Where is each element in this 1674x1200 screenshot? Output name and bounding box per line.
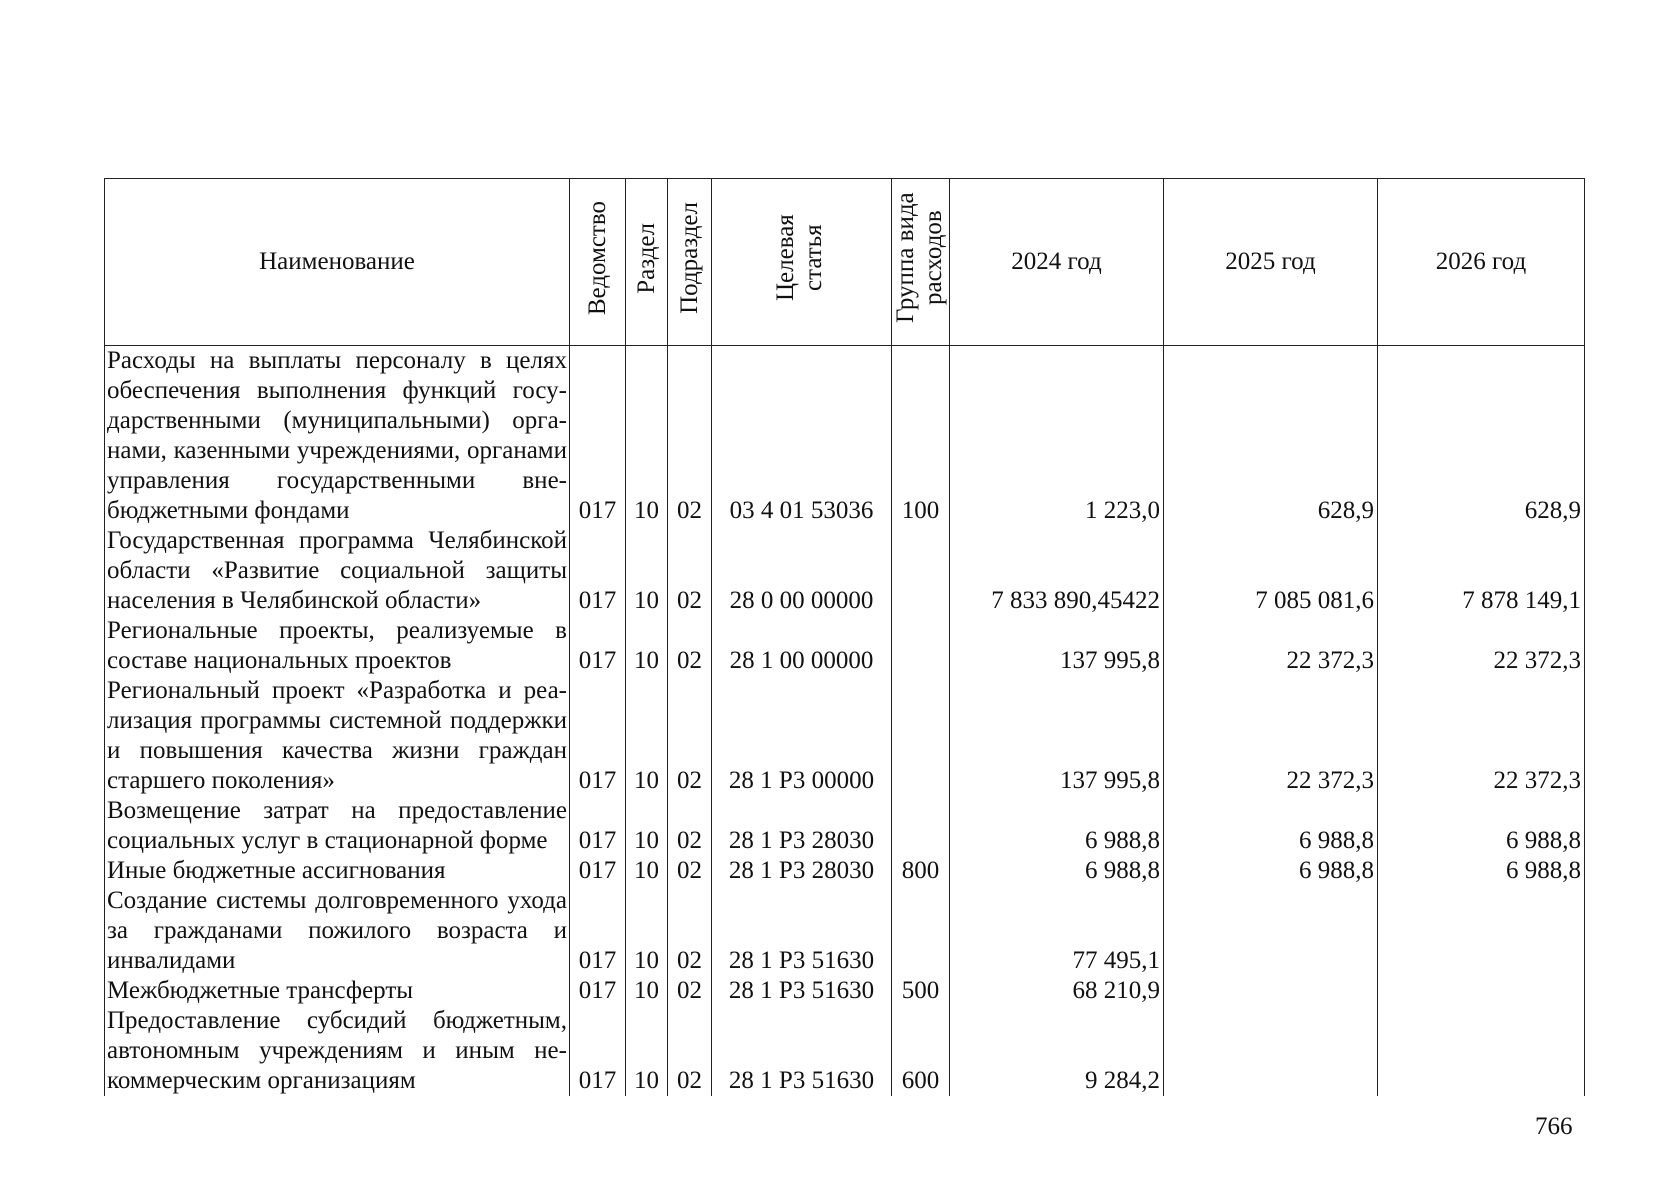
- cell-year-2024: 77 495,1: [950, 886, 1164, 976]
- cell-year-2024: 6 988,8: [950, 856, 1164, 886]
- cell-expense-group: [892, 886, 950, 976]
- table-row: [105, 856, 1585, 886]
- cell-year-2026: [1378, 1006, 1585, 1096]
- cell-ministry: 017: [570, 886, 626, 976]
- cell-name: Расходы на выплаты персоналу в целях обеспечения выполнения функций государственными (муниципальными) органами, казенными учреждениями, органами управления государственными внебюджетными фондами: [105, 346, 570, 527]
- cell-target-article: 28 0 00 00000: [712, 526, 892, 616]
- cell-year-2025: [1164, 1006, 1378, 1096]
- table-row: [105, 526, 1585, 616]
- budget-table-wrapper: [104, 178, 1585, 1096]
- cell-target-article: 28 1 P3 51630: [712, 976, 892, 1006]
- cell-year-2025: 628,9: [1164, 346, 1378, 527]
- cell-name: Государственная программа Челябинской области «Развитие социальной защиты населения в Челябинской области»: [105, 526, 570, 616]
- cell-name: Возмещение затрат на предоставление социальных услуг в стационарной форме: [105, 796, 570, 856]
- budget-table: [104, 178, 1585, 1096]
- cell-subsection: 02: [668, 526, 712, 616]
- header-year-2026: 2026 год: [1378, 179, 1585, 346]
- cell-name: Региональный проект «Разработка и реализация программы системной поддержки и повышения качества жизни граждан старшего поколения»: [105, 676, 570, 796]
- cell-year-2026: [1378, 886, 1585, 976]
- cell-subsection: 02: [668, 886, 712, 976]
- cell-year-2024: 6 988,8: [950, 796, 1164, 856]
- cell-year-2025: [1164, 976, 1378, 1006]
- cell-year-2026: 22 372,3: [1378, 616, 1585, 676]
- table-row: [105, 346, 1585, 527]
- header-name: Наименование: [105, 179, 570, 346]
- cell-year-2024: 137 995,8: [950, 676, 1164, 796]
- header-year-2024: 2024 год: [950, 179, 1164, 346]
- cell-target-article: 03 4 01 53036: [712, 346, 892, 527]
- table-header-row: [105, 179, 1585, 346]
- cell-year-2026: 7 878 149,1: [1378, 526, 1585, 616]
- cell-subsection: 02: [668, 616, 712, 676]
- cell-year-2025: 7 085 081,6: [1164, 526, 1378, 616]
- header-year-2025: 2025 год: [1164, 179, 1378, 346]
- cell-section: 10: [626, 856, 668, 886]
- cell-year-2026: [1378, 976, 1585, 1006]
- cell-section: 10: [626, 1006, 668, 1096]
- table-row: [105, 676, 1585, 796]
- table-row: [105, 616, 1585, 676]
- cell-year-2026: 6 988,8: [1378, 856, 1585, 886]
- page-number: 766: [1535, 1113, 1573, 1140]
- cell-year-2025: 6 988,8: [1164, 796, 1378, 856]
- cell-target-article: 28 1 P3 28030: [712, 796, 892, 856]
- cell-section: 10: [626, 676, 668, 796]
- cell-expense-group: [892, 796, 950, 856]
- cell-year-2024: 68 210,9: [950, 976, 1164, 1006]
- cell-target-article: 28 1 P3 00000: [712, 676, 892, 796]
- cell-expense-group: [892, 676, 950, 796]
- cell-year-2025: [1164, 886, 1378, 976]
- cell-subsection: 02: [668, 856, 712, 886]
- cell-name: Региональные проекты, реализуемые в составе национальных проектов: [105, 616, 570, 676]
- cell-target-article: 28 1 P3 51630: [712, 1006, 892, 1096]
- cell-subsection: 02: [668, 976, 712, 1006]
- cell-year-2024: 7 833 890,45422: [950, 526, 1164, 616]
- cell-section: 10: [626, 526, 668, 616]
- cell-year-2024: 137 995,8: [950, 616, 1164, 676]
- cell-ministry: 017: [570, 976, 626, 1006]
- cell-name: Межбюджетные трансферты: [105, 976, 570, 1006]
- table-row: [105, 1006, 1585, 1096]
- cell-section: 10: [626, 616, 668, 676]
- cell-expense-group: [892, 526, 950, 616]
- cell-expense-group: 100: [892, 346, 950, 527]
- cell-section: 10: [626, 346, 668, 527]
- cell-ministry: 017: [570, 346, 626, 527]
- cell-year-2024: 1 223,0: [950, 346, 1164, 527]
- cell-subsection: 02: [668, 1006, 712, 1096]
- header-subsection: Подраздел: [668, 179, 712, 346]
- cell-ministry: 017: [570, 676, 626, 796]
- cell-expense-group: 500: [892, 976, 950, 1006]
- cell-year-2024: 9 284,2: [950, 1006, 1164, 1096]
- cell-target-article: 28 1 P3 28030: [712, 856, 892, 886]
- table-row: [105, 976, 1585, 1006]
- cell-ministry: 017: [570, 616, 626, 676]
- cell-ministry: 017: [570, 856, 626, 886]
- cell-subsection: 02: [668, 796, 712, 856]
- cell-year-2025: 22 372,3: [1164, 676, 1378, 796]
- header-target-article: Целевая статья: [712, 179, 892, 346]
- cell-expense-group: [892, 616, 950, 676]
- cell-target-article: 28 1 P3 51630: [712, 886, 892, 976]
- cell-year-2025: 22 372,3: [1164, 616, 1378, 676]
- cell-year-2026: 22 372,3: [1378, 676, 1585, 796]
- cell-section: 10: [626, 976, 668, 1006]
- cell-year-2025: 6 988,8: [1164, 856, 1378, 886]
- cell-name: Предоставление субсидий бюджетным, автономным учреждениям и иным некоммерческим организациям: [105, 1006, 570, 1096]
- header-ministry: Ведомство: [570, 179, 626, 346]
- cell-section: 10: [626, 886, 668, 976]
- cell-year-2026: 628,9: [1378, 346, 1585, 527]
- cell-year-2026: 6 988,8: [1378, 796, 1585, 856]
- cell-ministry: 017: [570, 526, 626, 616]
- header-section: Раздел: [626, 179, 668, 346]
- cell-subsection: 02: [668, 346, 712, 527]
- table-row: [105, 796, 1585, 856]
- header-expense-group: Группа вида расходов: [892, 179, 950, 346]
- cell-name: Иные бюджетные ассигнования: [105, 856, 570, 886]
- cell-target-article: 28 1 00 00000: [712, 616, 892, 676]
- cell-expense-group: 600: [892, 1006, 950, 1096]
- table-row: [105, 886, 1585, 976]
- cell-expense-group: 800: [892, 856, 950, 886]
- cell-section: 10: [626, 796, 668, 856]
- cell-name: Создание системы долговременного ухода за гражданами пожилого возраста и инвалидами: [105, 886, 570, 976]
- cell-subsection: 02: [668, 676, 712, 796]
- cell-ministry: 017: [570, 796, 626, 856]
- cell-ministry: 017: [570, 1006, 626, 1096]
